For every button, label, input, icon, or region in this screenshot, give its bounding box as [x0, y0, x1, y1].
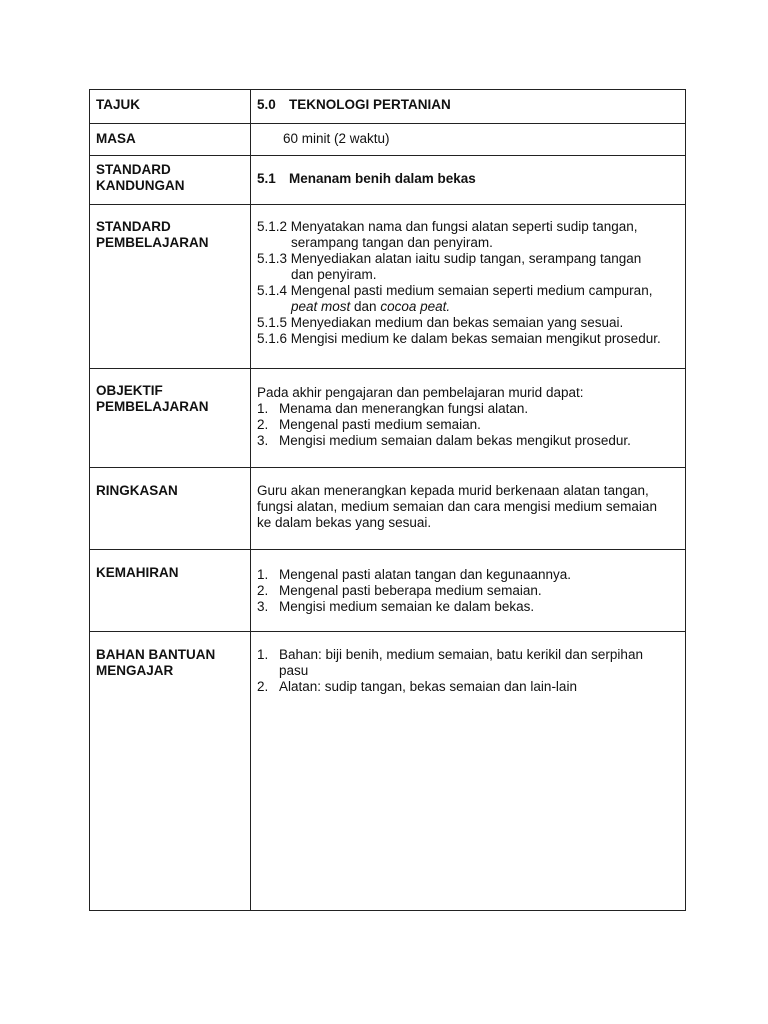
content-cell [251, 468, 686, 550]
content-cell [251, 205, 686, 369]
label-cell [90, 550, 251, 632]
duration-text: 60 minit (2 waktu) [283, 131, 390, 146]
item-number: 1. [257, 647, 269, 662]
label-cell [90, 124, 251, 156]
skills-list [257, 567, 677, 615]
label-cell [90, 205, 251, 369]
topic-number: 5.0 [257, 97, 276, 112]
row-label [90, 205, 250, 251]
list-item [257, 583, 677, 599]
row-label [90, 156, 250, 194]
row-standard-pembelajaran [90, 205, 686, 369]
list-item [257, 679, 665, 695]
content-cell [251, 90, 686, 124]
item-text: Mengenal pasti medium semaian. [279, 417, 481, 432]
label-cell [90, 468, 251, 550]
row-label: RINGKASAN [96, 483, 178, 498]
row-tajuk [90, 90, 686, 124]
row-bahan-bantuan [90, 632, 686, 911]
label-cell [90, 369, 251, 468]
row-label: TAJUK [96, 97, 141, 112]
label-line: MENGAJAR [96, 663, 174, 678]
content-cell [251, 550, 686, 632]
item-line: serampang tangan dan penyiram. [291, 235, 493, 250]
row-objektif [90, 369, 686, 468]
row-label [90, 632, 250, 679]
item-number: 1. [257, 567, 269, 582]
connector-text: dan [350, 299, 381, 314]
label-line: OBJEKTIF [96, 383, 163, 398]
objectives-block [251, 369, 685, 449]
row-ringkasan [90, 468, 686, 550]
materials-block [251, 632, 685, 695]
item-number: 3. [257, 433, 269, 448]
row-standard-kandungan [90, 156, 686, 205]
row-label: MASA [96, 131, 136, 146]
label-cell [90, 156, 251, 205]
item-text: Mengenal pasti alatan tangan dan kegunaannya. [279, 567, 571, 582]
label-cell [90, 632, 251, 911]
item-line: 5.1.6 Mengisi medium ke dalam bekas semaian mengikut prosedur. [257, 331, 661, 346]
learning-standard-item [257, 331, 677, 347]
learning-standard-item [257, 251, 677, 283]
row-label [90, 369, 250, 415]
row-masa [90, 124, 686, 156]
list-item [257, 401, 677, 417]
label-line: PEMBELAJARAN [96, 399, 209, 414]
item-line: 5.1.3 Menyediakan alatan iaitu sudip tangan, serampang tangan [257, 251, 642, 266]
learning-standard-item [257, 315, 677, 331]
content-cell [251, 369, 686, 468]
item-number: 2. [257, 679, 269, 694]
content-cell [251, 632, 686, 911]
item-number: 3. [257, 599, 269, 614]
italic-term: cocoa peat. [380, 299, 451, 314]
label-cell [90, 90, 251, 124]
row-kemahiran [90, 550, 686, 632]
list-item [257, 433, 677, 449]
item-text: Mengisi medium semaian ke dalam bekas. [279, 599, 535, 614]
summary-text: Guru akan menerangkan kepada murid berkenaan alatan tangan, fungsi alatan, medium semaian dan cara mengisi medium semaian ke dalam bekas yang sesuai. [257, 483, 657, 530]
row-label: KEMAHIRAN [96, 565, 179, 580]
content-cell [251, 124, 686, 156]
learning-standard-item [257, 219, 677, 251]
item-text: Mengenal pasti beberapa medium semaian. [279, 583, 542, 598]
content-standard-text: Menanam benih dalam bekas [289, 171, 476, 186]
item-line: 5.1.2 Menyatakan nama dan fungsi alatan seperti sudip tangan, [257, 219, 638, 234]
label-line: BAHAN BANTUAN [96, 647, 216, 662]
list-item [257, 599, 677, 615]
list-item [257, 647, 665, 679]
italic-term: peat most [291, 299, 351, 314]
item-number: 2. [257, 583, 269, 598]
label-line: STANDARD [96, 162, 171, 177]
item-text: Mengisi medium semaian dalam bekas mengikut prosedur. [279, 433, 631, 448]
item-text: Menama dan menerangkan fungsi alatan. [279, 401, 529, 416]
list-item [257, 567, 677, 583]
topic-text: TEKNOLOGI PERTANIAN [289, 97, 451, 112]
item-text: Alatan: sudip tangan, bekas semaian dan lain-lain [279, 679, 577, 694]
item-number: 2. [257, 417, 269, 432]
objectives-list [257, 401, 677, 449]
objectives-intro: Pada akhir pengajaran dan pembelajaran murid dapat: [257, 385, 584, 400]
item-line: 5.1.5 Menyediakan medium dan bekas semaian yang sesuai. [257, 315, 624, 330]
content-standard-number: 5.1 [257, 171, 276, 186]
item-line: dan penyiram. [291, 267, 377, 282]
item-line: 5.1.4 Mengenal pasti medium semaian seperti medium campuran, [257, 283, 653, 298]
learning-standard-item [257, 283, 677, 315]
learning-standards-list [251, 205, 685, 347]
label-line: STANDARD [96, 219, 171, 234]
label-line: KANDUNGAN [96, 178, 185, 193]
item-text: Bahan: biji benih, medium semaian, batu kerikil dan serpihan pasu [279, 647, 643, 678]
content-cell [251, 156, 686, 205]
label-line: PEMBELAJARAN [96, 235, 209, 250]
lesson-plan-table [89, 89, 686, 911]
skills-block [251, 550, 685, 615]
item-line [257, 299, 677, 315]
materials-list [257, 647, 665, 695]
content-standard [251, 156, 685, 187]
topic-title [251, 90, 685, 113]
list-item [257, 417, 677, 433]
item-number: 1. [257, 401, 269, 416]
